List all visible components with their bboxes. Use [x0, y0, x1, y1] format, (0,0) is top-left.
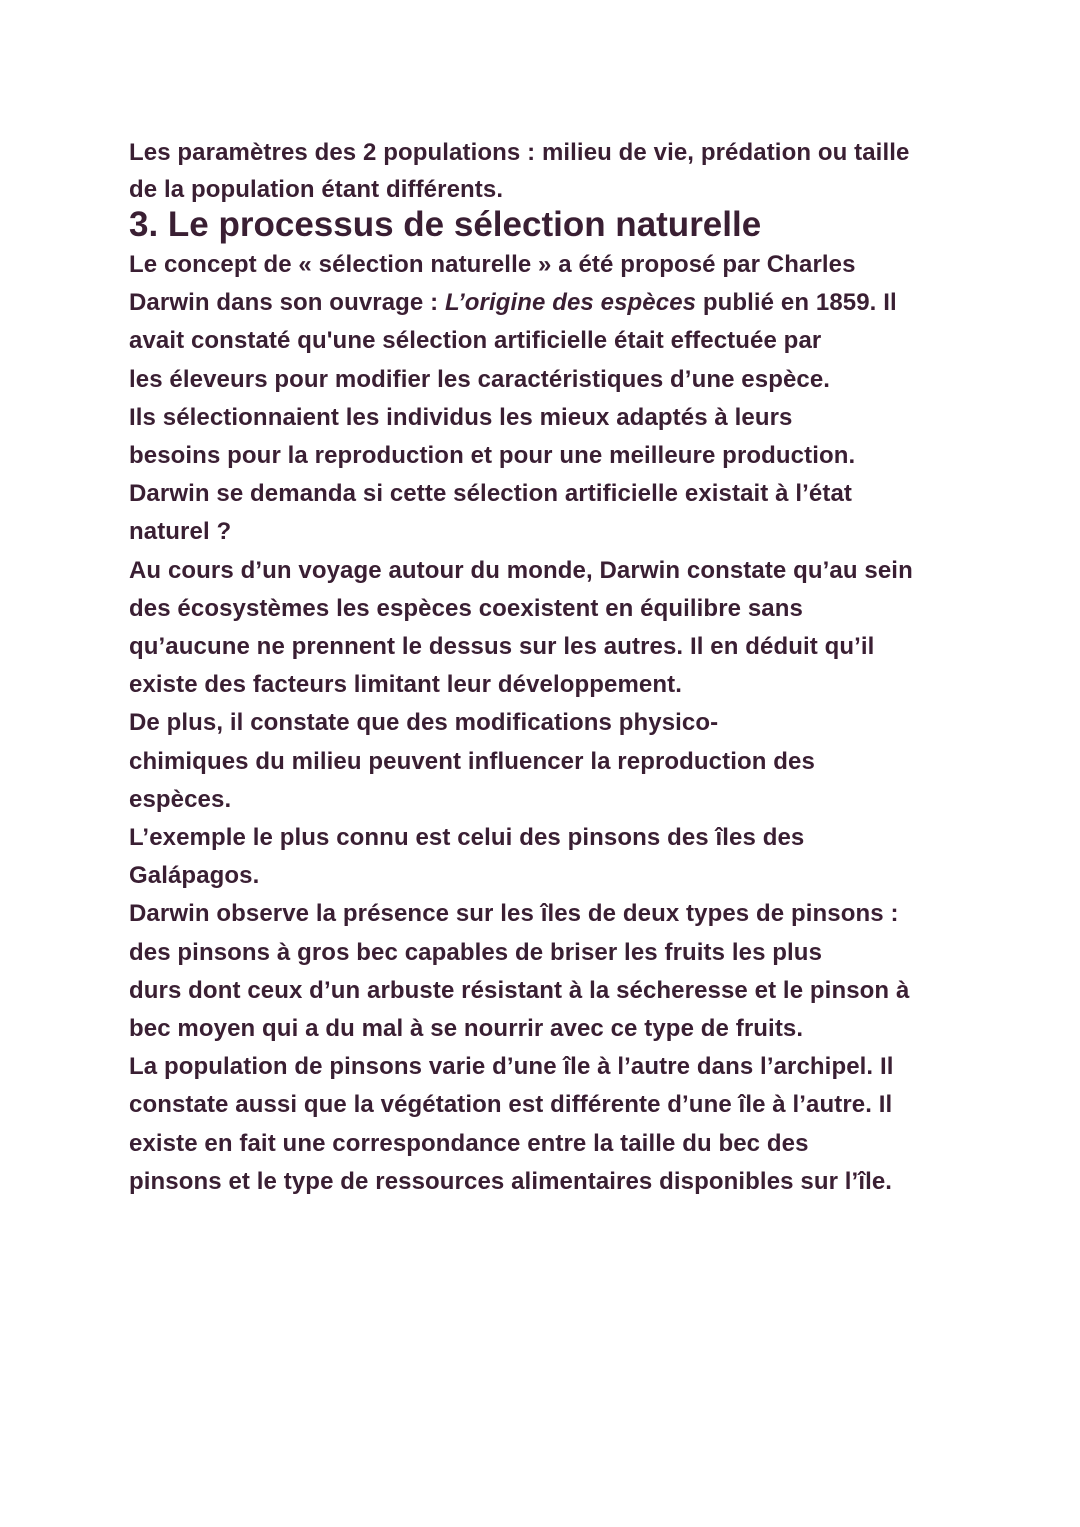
text-line: les éleveurs pour modifier les caractéristiques d’une espèce. — [129, 365, 831, 393]
text-line: chimiques du milieu peuvent influencer la reproduction des — [129, 747, 815, 775]
text-line: durs dont ceux d’un arbuste résistant à la sécheresse et le pinson à — [129, 976, 910, 1004]
text-line: Au cours d’un voyage autour du monde, Darwin constate qu’au sein — [129, 556, 913, 584]
text-line: existe en fait une correspondance entre la taille du bec des — [129, 1129, 809, 1157]
text-line: qu’aucune ne prennent le dessus sur les autres. Il en déduit qu’il — [129, 633, 875, 661]
text-line: des pinsons à gros bec capables de briser les fruits les plus — [129, 938, 823, 966]
text-line: constate aussi que la végétation est différente d’une île à l’autre. Il — [129, 1091, 893, 1119]
document-page — [129, 134, 969, 1201]
text-line: Le concept de « sélection naturelle » a été proposé par Charles — [129, 251, 856, 278]
intro-paragraph — [129, 134, 969, 208]
text-line: La population de pinsons varie d’une île à l’autre dans l’archipel. Il — [129, 1053, 894, 1081]
text-run: publié en 1859. Il — [696, 289, 897, 317]
text-line: Darwin observe la présence sur les îles de deux types de pinsons : — [129, 900, 899, 928]
text-line: bec moyen qui a du mal à se nourrir avec ce type de fruits. — [129, 1015, 804, 1043]
text-line: pinsons et le type de ressources alimentaires disponibles sur l’île. — [129, 1167, 893, 1195]
text-line: existe des facteurs limitant leur développement. — [129, 671, 682, 699]
text-line: Darwin se demanda si cette sélection artificielle existait à l’état — [129, 480, 852, 508]
text-line-with-book-title — [129, 284, 969, 322]
text-line: naturel ? — [129, 518, 232, 546]
text-line: espèces. — [129, 785, 232, 813]
text-line: De plus, il constate que des modifications physico- — [129, 709, 719, 737]
text-line: L’exemple le plus connu est celui des pinsons des îles des — [129, 824, 805, 852]
text-line: avait constaté qu'une sélection artificielle était effectuée par — [129, 327, 822, 355]
text-line: des écosystèmes les espèces coexistent en équilibre sans — [129, 594, 803, 622]
section-body — [129, 246, 969, 1201]
text-line: besoins pour la reproduction et pour une meilleure production. — [129, 442, 856, 470]
text-line: Galápagos. — [129, 862, 260, 890]
text-run: Darwin dans son ouvrage : — [129, 289, 445, 317]
text-line: Les paramètres des 2 populations : milieu de vie, prédation ou taille — [129, 139, 910, 166]
text-line: de la population étant différents. — [129, 176, 504, 203]
book-title: L’origine des espèces — [445, 289, 697, 317]
text-line: Ils sélectionnaient les individus les mieux adaptés à leurs — [129, 403, 793, 431]
section-heading: 3. Le processus de sélection naturelle — [129, 205, 762, 244]
